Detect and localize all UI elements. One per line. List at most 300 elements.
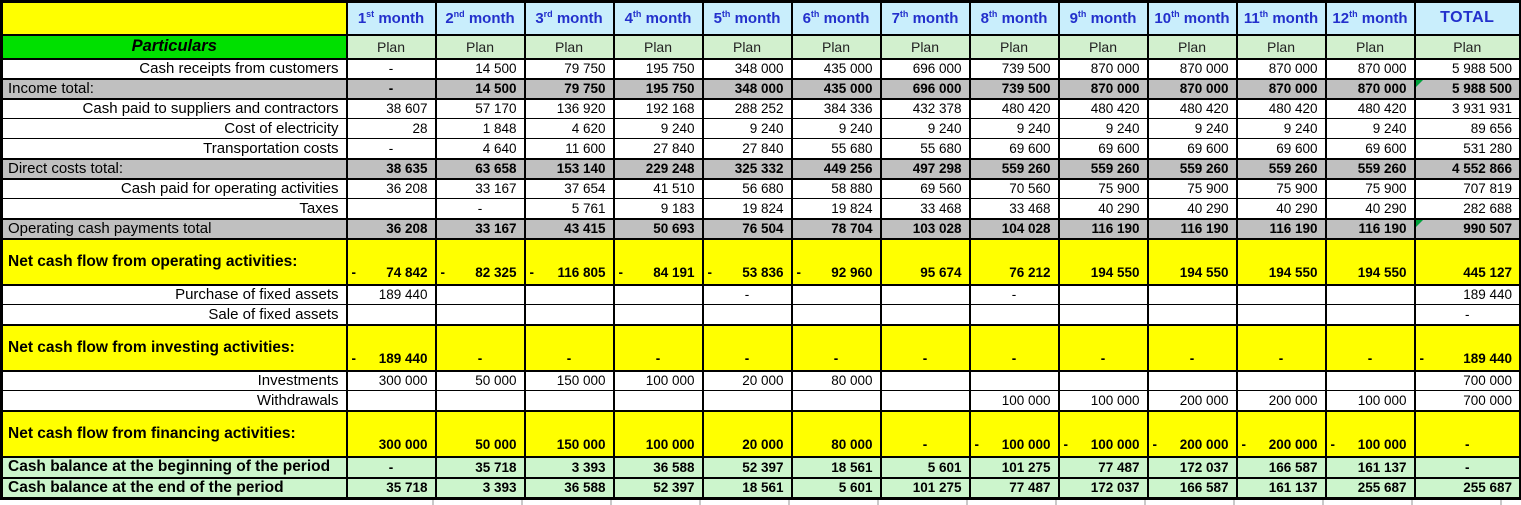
value-cell[interactable]: 80 000	[792, 371, 881, 391]
value-cell[interactable]: 150 000	[525, 411, 614, 457]
value-cell[interactable]: 480 420	[1237, 99, 1326, 119]
table-row	[2, 305, 1521, 325]
value-cell[interactable]: 166 587	[1148, 478, 1237, 499]
value-cell[interactable]: 870 000	[1148, 59, 1237, 79]
value-cell[interactable]: 40 290	[1326, 199, 1415, 219]
value-cell[interactable]: 33 167	[436, 179, 525, 199]
plan-header-col8[interactable]: Plan	[970, 35, 1059, 59]
value-cell[interactable]	[347, 391, 436, 411]
value-cell[interactable]: 79 750	[525, 79, 614, 99]
value-cell[interactable]	[970, 305, 1059, 325]
value-cell[interactable]: 70 560	[970, 179, 1059, 199]
month-header-12[interactable]: 12th month	[1326, 2, 1415, 35]
value-cell[interactable]: 9 240	[792, 119, 881, 139]
value-cell[interactable]: 4 620	[525, 119, 614, 139]
value-cell[interactable]: 40 290	[1059, 199, 1148, 219]
value-cell[interactable]: 35 718	[436, 457, 525, 478]
value-cell[interactable]: 36 588	[614, 457, 703, 478]
value-cell[interactable]: 27 840	[614, 139, 703, 159]
value-cell[interactable]: 36 208	[347, 219, 436, 239]
value-cell[interactable]: - 100 000	[1326, 411, 1415, 457]
table-row	[2, 139, 1521, 159]
value-cell[interactable]: 288 252	[703, 99, 792, 119]
value-cell[interactable]: 435 000	[792, 79, 881, 99]
total-cell[interactable]: 282 688	[1415, 199, 1521, 219]
value-cell[interactable]: 116 190	[1059, 219, 1148, 239]
value-cell[interactable]: 1 848	[436, 119, 525, 139]
value-cell[interactable]: 559 260	[970, 159, 1059, 179]
value-cell[interactable]: 77 487	[1059, 457, 1148, 478]
value-cell[interactable]	[703, 391, 792, 411]
value-cell[interactable]: 69 600	[1148, 139, 1237, 159]
value-cell[interactable]: 195 750	[614, 79, 703, 99]
value-cell[interactable]: 5 601	[881, 457, 970, 478]
value-cell[interactable]: -	[970, 325, 1059, 371]
value-cell[interactable]: 480 420	[1326, 99, 1415, 119]
value-cell[interactable]: 161 137	[1237, 478, 1326, 499]
value-cell[interactable]	[1326, 371, 1415, 391]
value-cell[interactable]: 870 000	[1237, 79, 1326, 99]
total-cell[interactable]: 3 931 931	[1415, 99, 1521, 119]
value-cell[interactable]	[703, 305, 792, 325]
table-row	[2, 199, 1521, 219]
value-cell[interactable]: -	[970, 285, 1059, 305]
total-cell[interactable]: 4 552 866	[1415, 159, 1521, 179]
plan-header-col12[interactable]: Plan	[1326, 35, 1415, 59]
value-cell[interactable]: 559 260	[1148, 159, 1237, 179]
total-cell[interactable]: - 189 440	[1415, 325, 1521, 371]
value-cell[interactable]: 57 170	[436, 99, 525, 119]
value-cell[interactable]: 325 332	[703, 159, 792, 179]
table-row	[2, 391, 1521, 411]
value-cell[interactable]: 75 900	[1326, 179, 1415, 199]
value-cell[interactable]: 100 000	[1059, 391, 1148, 411]
value-cell[interactable]: 104 028	[970, 219, 1059, 239]
row-label[interactable]: Operating cash payments total	[2, 219, 347, 239]
value-cell[interactable]: 255 687	[1326, 478, 1415, 499]
value-cell[interactable]: 75 900	[1148, 179, 1237, 199]
value-cell[interactable]: 55 680	[792, 139, 881, 159]
total-cell[interactable]: 255 687	[1415, 478, 1521, 499]
value-cell[interactable]: 161 137	[1326, 457, 1415, 478]
value-cell[interactable]: 14 500	[436, 79, 525, 99]
value-cell[interactable]: 4 640	[436, 139, 525, 159]
value-cell[interactable]: 3 393	[525, 457, 614, 478]
value-cell[interactable]: 18 561	[792, 457, 881, 478]
value-cell[interactable]: 559 260	[1237, 159, 1326, 179]
month-header-10[interactable]: 10th month	[1148, 2, 1237, 35]
month-header-1[interactable]: 1st month	[347, 2, 436, 35]
value-cell[interactable]: 43 415	[525, 219, 614, 239]
value-cell[interactable]: -	[436, 199, 525, 219]
plan-header-col3[interactable]: Plan	[525, 35, 614, 59]
value-cell[interactable]	[1237, 371, 1326, 391]
value-cell[interactable]: 63 658	[436, 159, 525, 179]
value-cell[interactable]: 116 190	[1148, 219, 1237, 239]
plan-header-col6[interactable]: Plan	[792, 35, 881, 59]
value-cell[interactable]: 166 587	[1237, 457, 1326, 478]
value-cell[interactable]: 58 880	[792, 179, 881, 199]
value-cell[interactable]: 3 393	[436, 478, 525, 499]
value-cell[interactable]: 50 693	[614, 219, 703, 239]
value-cell[interactable]: - 189 440	[347, 325, 436, 371]
value-cell[interactable]	[525, 285, 614, 305]
value-cell[interactable]: 116 190	[1326, 219, 1415, 239]
value-cell[interactable]: 36 208	[347, 179, 436, 199]
value-cell[interactable]: - 116 805	[525, 239, 614, 285]
month-header-8[interactable]: 8th month	[970, 2, 1059, 35]
value-cell[interactable]: 76 212	[970, 239, 1059, 285]
value-cell[interactable]: 76 504	[703, 219, 792, 239]
value-cell[interactable]: 100 000	[614, 411, 703, 457]
value-cell[interactable]: 200 000	[1148, 391, 1237, 411]
value-cell[interactable]: 435 000	[792, 59, 881, 79]
total-cell[interactable]: 5 988 500	[1415, 59, 1521, 79]
value-cell[interactable]: 9 240	[1237, 119, 1326, 139]
value-cell[interactable]: - 100 000	[970, 411, 1059, 457]
value-cell[interactable]	[792, 305, 881, 325]
value-cell[interactable]: 11 600	[525, 139, 614, 159]
value-cell[interactable]: 348 000	[703, 79, 792, 99]
value-cell[interactable]: 79 750	[525, 59, 614, 79]
value-cell[interactable]: 116 190	[1237, 219, 1326, 239]
value-cell[interactable]: -	[1237, 325, 1326, 371]
value-cell[interactable]: -	[525, 325, 614, 371]
plan-header-col2[interactable]: Plan	[436, 35, 525, 59]
row-label[interactable]: Purchase of fixed assets	[2, 285, 347, 305]
value-cell[interactable]	[1148, 371, 1237, 391]
value-cell[interactable]: 14 500	[436, 59, 525, 79]
month-header-11[interactable]: 11th month	[1237, 2, 1326, 35]
value-cell[interactable]: -	[792, 325, 881, 371]
value-cell[interactable]: -	[881, 411, 970, 457]
total-cell[interactable]: -	[1415, 305, 1521, 325]
value-cell[interactable]: 69 600	[1326, 139, 1415, 159]
value-cell[interactable]: - 200 000	[1148, 411, 1237, 457]
value-cell[interactable]: 20 000	[703, 411, 792, 457]
value-cell[interactable]: 80 000	[792, 411, 881, 457]
value-cell[interactable]: 41 510	[614, 179, 703, 199]
total-cell[interactable]: 89 656	[1415, 119, 1521, 139]
row-label[interactable]: Net cash flow from investing activities:	[2, 325, 347, 371]
corner-cell[interactable]	[2, 2, 347, 35]
value-cell[interactable]	[614, 305, 703, 325]
table-row	[2, 285, 1521, 305]
total-cell[interactable]: 5 988 500	[1415, 79, 1521, 99]
value-cell[interactable]: 739 500	[970, 79, 1059, 99]
value-cell[interactable]: 696 000	[881, 79, 970, 99]
value-cell[interactable]: 195 750	[614, 59, 703, 79]
value-cell[interactable]: 9 240	[1059, 119, 1148, 139]
table-row	[2, 371, 1521, 391]
plan-header-col11[interactable]: Plan	[1237, 35, 1326, 59]
table-row	[2, 219, 1521, 239]
total-cell[interactable]: 531 280	[1415, 139, 1521, 159]
value-cell[interactable]: 38 635	[347, 159, 436, 179]
value-cell[interactable]: 449 256	[792, 159, 881, 179]
row-label[interactable]: Cash receipts from customers	[2, 59, 347, 79]
value-cell[interactable]: 9 240	[614, 119, 703, 139]
value-cell[interactable]: 33 468	[881, 199, 970, 219]
value-cell[interactable]: 480 420	[970, 99, 1059, 119]
value-cell[interactable]	[347, 199, 436, 219]
value-cell[interactable]: 5 601	[792, 478, 881, 499]
value-cell[interactable]	[436, 285, 525, 305]
table-row	[2, 99, 1521, 119]
value-cell[interactable]: 69 560	[881, 179, 970, 199]
value-cell[interactable]: -	[347, 59, 436, 79]
value-cell[interactable]: 19 824	[792, 199, 881, 219]
month-header-9[interactable]: 9th month	[1059, 2, 1148, 35]
value-cell[interactable]: 19 824	[703, 199, 792, 219]
row-label[interactable]: Direct costs total:	[2, 159, 347, 179]
value-cell[interactable]	[1237, 305, 1326, 325]
value-cell[interactable]: 172 037	[1059, 478, 1148, 499]
total-cell[interactable]: 700 000	[1415, 371, 1521, 391]
value-cell[interactable]	[881, 285, 970, 305]
table-row	[2, 119, 1521, 139]
month-header-2[interactable]: 2nd month	[436, 2, 525, 35]
comment-marker-icon	[1416, 80, 1423, 87]
value-cell[interactable]: -	[436, 325, 525, 371]
value-cell[interactable]: 194 550	[1326, 239, 1415, 285]
value-cell[interactable]: 870 000	[1148, 79, 1237, 99]
row-label[interactable]: Cash balance at the end of the period	[2, 478, 347, 499]
value-cell[interactable]: -	[703, 285, 792, 305]
value-cell[interactable]: 52 397	[703, 457, 792, 478]
value-cell[interactable]: 9 240	[703, 119, 792, 139]
value-cell[interactable]	[1059, 371, 1148, 391]
value-cell[interactable]: 5 761	[525, 199, 614, 219]
plan-header-col5[interactable]: Plan	[703, 35, 792, 59]
value-cell[interactable]: 153 140	[525, 159, 614, 179]
total-cell[interactable]: 189 440	[1415, 285, 1521, 305]
value-cell[interactable]	[881, 371, 970, 391]
value-cell[interactable]: 172 037	[1148, 457, 1237, 478]
row-label[interactable]: Investments	[2, 371, 347, 391]
value-cell[interactable]: 870 000	[1326, 79, 1415, 99]
value-cell[interactable]: 33 468	[970, 199, 1059, 219]
value-cell[interactable]: -	[703, 325, 792, 371]
value-cell[interactable]: 36 588	[525, 478, 614, 499]
row-label[interactable]: Withdrawals	[2, 391, 347, 411]
value-cell[interactable]: 559 260	[1059, 159, 1148, 179]
value-cell[interactable]	[881, 391, 970, 411]
value-cell[interactable]: 9 240	[970, 119, 1059, 139]
value-cell[interactable]: 559 260	[1326, 159, 1415, 179]
plan-header-col1[interactable]: Plan	[347, 35, 436, 59]
value-cell[interactable]	[436, 305, 525, 325]
value-cell[interactable]: 480 420	[1059, 99, 1148, 119]
value-cell[interactable]: 194 550	[1148, 239, 1237, 285]
value-cell[interactable]: 95 674	[881, 239, 970, 285]
month-header-7[interactable]: 7th month	[881, 2, 970, 35]
month-header-6[interactable]: 6th month	[792, 2, 881, 35]
value-cell[interactable]: 50 000	[436, 371, 525, 391]
value-cell[interactable]: 136 920	[525, 99, 614, 119]
row-label[interactable]: Transportation costs	[2, 139, 347, 159]
value-cell[interactable]	[1148, 305, 1237, 325]
value-cell[interactable]: 38 607	[347, 99, 436, 119]
value-cell[interactable]: 696 000	[881, 59, 970, 79]
table-row	[2, 59, 1521, 79]
value-cell[interactable]: 194 550	[1059, 239, 1148, 285]
table-row	[2, 411, 1521, 457]
value-cell[interactable]	[525, 391, 614, 411]
value-cell[interactable]	[1059, 285, 1148, 305]
value-cell[interactable]: 384 336	[792, 99, 881, 119]
value-cell[interactable]: - 82 325	[436, 239, 525, 285]
value-cell[interactable]	[792, 391, 881, 411]
value-cell[interactable]	[1237, 285, 1326, 305]
table-row	[2, 325, 1521, 371]
plan-header-col4[interactable]: Plan	[614, 35, 703, 59]
value-cell[interactable]: 33 167	[436, 219, 525, 239]
value-cell[interactable]	[881, 305, 970, 325]
row-label[interactable]: Net cash flow from financing activities:	[2, 411, 347, 457]
value-cell[interactable]: 229 248	[614, 159, 703, 179]
row-label[interactable]: Cash paid to suppliers and contractors	[2, 99, 347, 119]
value-cell[interactable]: -	[1059, 325, 1148, 371]
value-cell[interactable]: 194 550	[1237, 239, 1326, 285]
value-cell[interactable]: 77 487	[970, 478, 1059, 499]
table-row	[2, 478, 1521, 499]
value-cell[interactable]	[792, 285, 881, 305]
value-cell[interactable]: 40 290	[1148, 199, 1237, 219]
particulars-header[interactable]: Particulars	[2, 35, 347, 59]
table-row	[2, 239, 1521, 285]
value-cell[interactable]: 300 000	[347, 411, 436, 457]
value-cell[interactable]: 18 561	[703, 478, 792, 499]
value-cell[interactable]: - 92 960	[792, 239, 881, 285]
value-cell[interactable]: 100 000	[970, 391, 1059, 411]
value-cell[interactable]: 69 600	[970, 139, 1059, 159]
total-cell[interactable]: 990 507	[1415, 219, 1521, 239]
plan-header-col10[interactable]: Plan	[1148, 35, 1237, 59]
value-cell[interactable]	[970, 371, 1059, 391]
value-cell[interactable]	[614, 391, 703, 411]
value-cell[interactable]: 52 397	[614, 478, 703, 499]
value-cell[interactable]: 75 900	[1059, 179, 1148, 199]
sheet-gridline-strip	[345, 500, 1519, 505]
row-label[interactable]: Cost of electricity	[2, 119, 347, 139]
row-label[interactable]: Cash balance at the beginning of the period	[2, 457, 347, 478]
row-label[interactable]: Taxes	[2, 199, 347, 219]
value-cell[interactable]: - 74 842	[347, 239, 436, 285]
value-cell[interactable]: 100 000	[614, 371, 703, 391]
value-cell[interactable]	[1326, 285, 1415, 305]
total-cell[interactable]: -	[1415, 457, 1521, 478]
total-header[interactable]: TOTAL	[1415, 2, 1521, 35]
table-row	[2, 79, 1521, 99]
month-header-3[interactable]: 3rd month	[525, 2, 614, 35]
row-label[interactable]: Sale of fixed assets	[2, 305, 347, 325]
value-cell[interactable]: 300 000	[347, 371, 436, 391]
value-cell[interactable]: - 100 000	[1059, 411, 1148, 457]
value-cell[interactable]: -	[614, 325, 703, 371]
table-row	[2, 159, 1521, 179]
value-cell[interactable]: -	[1326, 325, 1415, 371]
value-cell[interactable]: 101 275	[970, 457, 1059, 478]
value-cell[interactable]: -	[347, 79, 436, 99]
value-cell[interactable]: 870 000	[1237, 59, 1326, 79]
value-cell[interactable]: -	[881, 325, 970, 371]
value-cell[interactable]: 100 000	[1326, 391, 1415, 411]
value-cell[interactable]: 55 680	[881, 139, 970, 159]
value-cell[interactable]: 497 298	[881, 159, 970, 179]
value-cell[interactable]: 870 000	[1326, 59, 1415, 79]
value-cell[interactable]: 432 378	[881, 99, 970, 119]
value-cell[interactable]	[525, 305, 614, 325]
value-cell[interactable]: 9 240	[1326, 119, 1415, 139]
value-cell[interactable]: - 200 000	[1237, 411, 1326, 457]
value-cell[interactable]: 27 840	[703, 139, 792, 159]
comment-marker-icon	[1416, 220, 1423, 227]
value-cell[interactable]	[436, 391, 525, 411]
value-cell[interactable]: -	[1148, 325, 1237, 371]
value-cell[interactable]	[1326, 305, 1415, 325]
value-cell[interactable]: 50 000	[436, 411, 525, 457]
value-cell[interactable]: - 84 191	[614, 239, 703, 285]
value-cell[interactable]: -	[347, 139, 436, 159]
value-cell[interactable]: 56 680	[703, 179, 792, 199]
value-cell[interactable]: 870 000	[1059, 59, 1148, 79]
month-header-4[interactable]: 4th month	[614, 2, 703, 35]
table-row	[2, 179, 1521, 199]
value-cell[interactable]	[1148, 285, 1237, 305]
row-label[interactable]: Cash paid for operating activities	[2, 179, 347, 199]
total-cell[interactable]: 445 127	[1415, 239, 1521, 285]
plan-header-col9[interactable]: Plan	[1059, 35, 1148, 59]
value-cell[interactable]: -	[347, 457, 436, 478]
plan-header-col13[interactable]: Plan	[1415, 35, 1521, 59]
value-cell[interactable]: 192 168	[614, 99, 703, 119]
value-cell[interactable]: 35 718	[347, 478, 436, 499]
value-cell[interactable]: 9 183	[614, 199, 703, 219]
value-cell[interactable]: 480 420	[1148, 99, 1237, 119]
value-cell[interactable]: 28	[347, 119, 436, 139]
value-cell[interactable]: 739 500	[970, 59, 1059, 79]
row-label[interactable]: Income total:	[2, 79, 347, 99]
value-cell[interactable]: 348 000	[703, 59, 792, 79]
value-cell[interactable]: 20 000	[703, 371, 792, 391]
total-cell[interactable]: -	[1415, 411, 1521, 457]
value-cell[interactable]	[347, 305, 436, 325]
row-label[interactable]: Net cash flow from operating activities:	[2, 239, 347, 285]
value-cell[interactable]: 870 000	[1059, 79, 1148, 99]
value-cell[interactable]: 69 600	[1059, 139, 1148, 159]
value-cell[interactable]: 200 000	[1237, 391, 1326, 411]
value-cell[interactable]: - 53 836	[703, 239, 792, 285]
value-cell[interactable]: 103 028	[881, 219, 970, 239]
value-cell[interactable]: 37 654	[525, 179, 614, 199]
value-cell[interactable]: 9 240	[1148, 119, 1237, 139]
value-cell[interactable]: 69 600	[1237, 139, 1326, 159]
total-cell[interactable]: 700 000	[1415, 391, 1521, 411]
value-cell[interactable]	[614, 285, 703, 305]
value-cell[interactable]: 40 290	[1237, 199, 1326, 219]
value-cell[interactable]: 75 900	[1237, 179, 1326, 199]
value-cell[interactable]	[1059, 305, 1148, 325]
month-header-5[interactable]: 5th month	[703, 2, 792, 35]
value-cell[interactable]: 9 240	[881, 119, 970, 139]
plan-header-col7[interactable]: Plan	[881, 35, 970, 59]
value-cell[interactable]: 78 704	[792, 219, 881, 239]
value-cell[interactable]: 101 275	[881, 478, 970, 499]
value-cell[interactable]: 189 440	[347, 285, 436, 305]
value-cell[interactable]: 150 000	[525, 371, 614, 391]
total-cell[interactable]: 707 819	[1415, 179, 1521, 199]
